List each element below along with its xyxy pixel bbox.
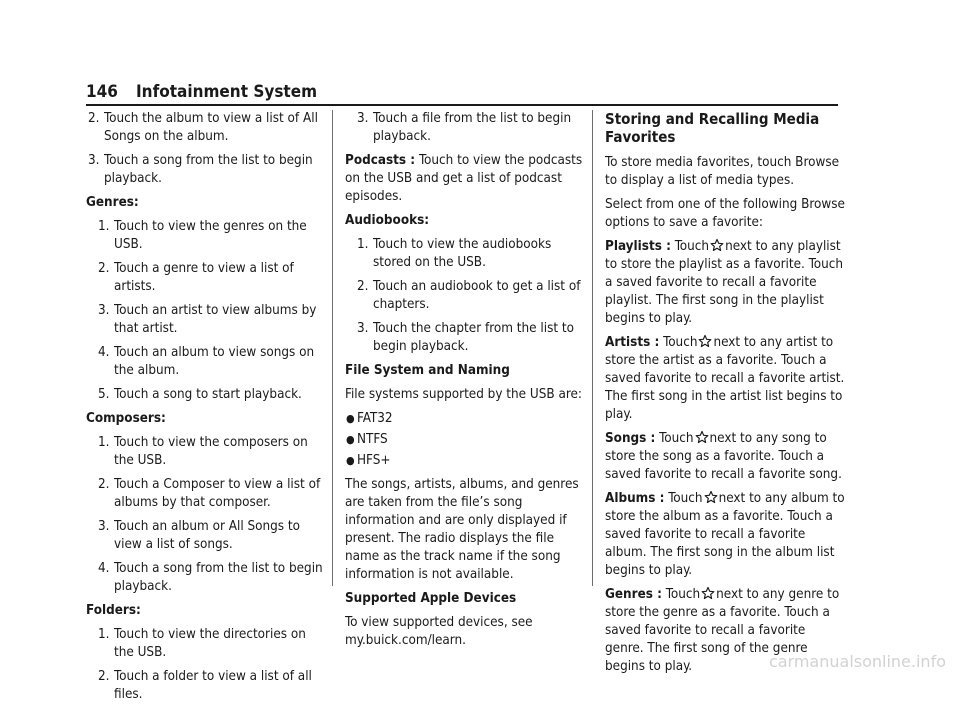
section-title: Infotainment System bbox=[136, 82, 318, 102]
watermark: carmanualsonline.info bbox=[768, 652, 946, 671]
favorite-item: Playlists : Touch next to any playlist to store the playlist as a favorite. Touch a saved favorite to recall a favorite playlist. The first song in the playlist begins to play. bbox=[605, 239, 844, 326]
step-item: 2. Touch the album to view a list of All Songs on the album. bbox=[88, 111, 318, 144]
folders-label: Folders: bbox=[86, 603, 141, 618]
bullet-item: ● HFS+ bbox=[346, 453, 391, 468]
genres-label: Genres: bbox=[86, 195, 139, 210]
bullet-item: ● FAT32 bbox=[346, 411, 393, 426]
star-outline-icon bbox=[710, 238, 724, 252]
step-item: 3. Touch a song from the list to begin playback. bbox=[88, 153, 313, 186]
step-item: 4. Touch an album to view songs on the album. bbox=[98, 345, 315, 378]
favorites-intro-2: Select from one of the following Browse options to save a favorite: bbox=[605, 197, 845, 230]
favorites-heading: Storing and Recalling Media Favorites bbox=[605, 110, 820, 146]
favorite-item: Songs : Touch next to any song to store the song as a favorite. Touch a saved favorite to recall a favorite song. bbox=[605, 431, 842, 482]
column-left bbox=[86, 110, 326, 710]
bullet-icon: ● bbox=[346, 433, 355, 446]
bullet-item: ● NTFS bbox=[346, 432, 388, 447]
filesystem-body: The songs, artists, albums, and genres are taken from the file’s song information and are only displayed if present. The radio displays the file name as the track name if the song information is not available. bbox=[345, 477, 579, 582]
star-outline-icon bbox=[701, 586, 715, 600]
column-divider bbox=[592, 110, 593, 586]
page-header bbox=[86, 82, 838, 106]
star-outline-icon bbox=[695, 430, 709, 444]
podcasts-label: Podcasts : bbox=[345, 153, 416, 168]
star-outline-icon bbox=[698, 334, 712, 348]
audiobooks-label: Audiobooks: bbox=[345, 213, 430, 228]
step-item: 3. Touch an artist to view albums by that artist. bbox=[98, 303, 317, 336]
step-item: 1. Touch to view the directories on the USB. bbox=[98, 627, 306, 660]
composers-label: Composers: bbox=[86, 411, 166, 426]
step-item: 3. Touch an album or All Songs to view a list of songs. bbox=[98, 519, 300, 552]
podcasts-paragraph: Podcasts : Touch to view the podcasts on the USB and get a list of podcast episodes. bbox=[345, 153, 583, 204]
step-item: 2. Touch a genre to view a list of artists. bbox=[98, 261, 294, 294]
step-item: 4. Touch a song from the list to begin playback. bbox=[98, 561, 323, 594]
filesystem-heading: File System and Naming bbox=[345, 363, 510, 378]
column-middle bbox=[345, 110, 585, 656]
step-item: 5. Touch a song to start playback. bbox=[98, 387, 302, 402]
filesystem-intro: File systems supported by the USB are: bbox=[345, 387, 582, 402]
step-item: 1. Touch to view the composers on the USB. bbox=[98, 435, 308, 468]
step-item: 3. Touch a file from the list to begin playback. bbox=[357, 111, 572, 144]
apple-text: To view supported devices, see my.buick.com/learn. bbox=[345, 615, 533, 648]
favorite-item: Artists : Touch next to any artist to store the artist as a favorite. Touch a saved favorite to recall a favorite artist. The first song in the artist list begins to play. bbox=[605, 335, 845, 422]
bullet-icon: ● bbox=[346, 412, 355, 425]
step-item: 2. Touch a folder to view a list of all files. bbox=[98, 669, 312, 702]
step-item: 2. Touch a Composer to view a list of albums by that composer. bbox=[98, 477, 321, 510]
step-item: 1. Touch to view the audiobooks stored on the USB. bbox=[357, 237, 552, 270]
step-item: 1. Touch to view the genres on the USB. bbox=[98, 219, 307, 252]
step-item: 2. Touch an audiobook to get a list of chapters. bbox=[357, 279, 581, 312]
page-number: 146 bbox=[86, 82, 118, 102]
column-right bbox=[605, 110, 845, 682]
favorite-item: Genres : Touch next to any genre to store the genre as a favorite. Touch a saved favorite to recall a favorite genre. The first song of the genre begins to play. bbox=[605, 587, 840, 674]
favorite-item: Albums : Touch next to any album to store the album as a favorite. Touch a saved favorite to recall a favorite album. The first song in the album list begins to play. bbox=[605, 491, 845, 578]
favorites-intro: To store media favorites, touch Browse to display a list of media types. bbox=[605, 155, 840, 188]
star-outline-icon bbox=[704, 490, 718, 504]
step-item: 3. Touch the chapter from the list to begin playback. bbox=[357, 321, 574, 354]
column-divider bbox=[332, 110, 333, 586]
bullet-icon: ● bbox=[346, 454, 355, 467]
header-rule bbox=[86, 104, 838, 106]
apple-heading: Supported Apple Devices bbox=[345, 591, 517, 606]
